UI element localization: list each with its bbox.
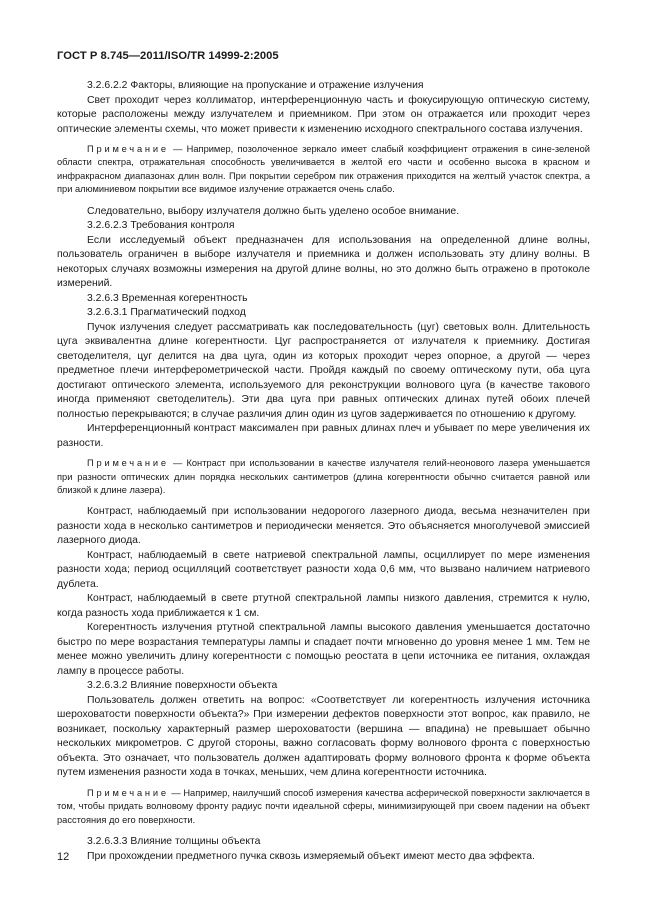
body-paragraph: Когерентность излучения ртутной спектральной лампы высокого давления уменьшается достаточно быстро по мере возрастания температуры лампы и спадает почти мгновенно до уровня менее 1 мм. Тем не менее можно увеличить длину когерентности с помощью реостата в цепи источника ее питания, охлаждая лампу в процессе работы.	[57, 622, 590, 677]
section-heading: 3.2.6.2.3 Требования контроля	[87, 220, 235, 232]
note-label: Примечание	[87, 458, 169, 469]
document-body	[57, 79, 590, 864]
body-paragraph: При прохождении предметного пучка сквозь измеряемый объект имеют место два эффекта.	[87, 850, 535, 862]
body-paragraph: Интерференционный контраст максимален при равных длинах плеч и убывает по мере увеличения их разности.	[57, 423, 590, 449]
note-text: — Например, наилучший способ измерения качества асферической поверхности заключается в том, чтобы придать волновому фронту радиус почти идеальной сферы, минимизирующей при своем падении на объект расстояния до его поверхности.	[57, 787, 590, 825]
document-header: ГОСТ Р 8.745—2011/ISO/TR 14999-2:2005	[57, 50, 279, 62]
page-number: 12	[57, 851, 70, 863]
note-label: Примечание	[87, 144, 169, 154]
body-paragraph: Контраст, наблюдаемый при использовании недорогого лазерного диода, весьма незначителен при разности хода в несколько сантиметров и периодически меняется. Это объясняется многолучевой эмиссией лазерного диода.	[57, 506, 590, 547]
section-heading: 3.2.6.3.2 Влияние поверхности объекта	[87, 680, 278, 692]
note-paragraph	[57, 787, 590, 827]
body-paragraph: Контраст, наблюдаемый в свете ртутной спектральной лампы низкого давления, стремится к нулю, когда разность хода приближается к 1 см.	[57, 593, 590, 619]
body-paragraph: Свет проходит через коллиматор, интерференционную часть и фокусирующую оптическую систему, которые расположены между излучателем и приемником. При этом он отражается или проходит через оптические элементы схемы, что может привести к изменению исходного спектрального состава излучения.	[57, 94, 590, 135]
body-paragraph: Пучок излучения следует рассматривать как последовательность (цуг) световых волн. Длительность цуга эквивалентна длине когерентности. Цуг распространяется от излучателя к приемнику. Достигая светоделителя, цуг делится на два цуга, один из которых проходит через опорное, а другой — через предметное плечи интерферометрической части. Пройдя каждый по своему оптическому пути, оба цуга достигают оптического элемента, используемого для реконструкции волнового цуга (в качестве такового иногда применяют светоделитель). Эти два цуга при равных оптических длинах путей обоих плечей полностью перекрываются; в случае различия длин один из цугов задерживается по отношению к другому.	[57, 321, 590, 420]
section-heading: 3.2.6.3 Временная когерентность	[87, 292, 248, 304]
section-heading: 3.2.6.2.2 Факторы, влияющие на пропускание и отражение излучения	[87, 80, 424, 91]
body-paragraph: Если исследуемый объект предназначен для использования на определенной длине волны, пользователь ограничен в выборе излучателя и приемника и должен использовать эту длину волны. В некоторых случаях возможны измерения на другой длине волны, но это должно быть отражено в протоколе измерений.	[57, 234, 590, 290]
note-paragraph	[57, 457, 590, 497]
body-paragraph: Пользователь должен ответить на вопрос: «Соответствует ли когерентность излучения источника шероховатости поверхности объекта?» При измерении дефектов поверхности этот вопрос, как правило, не возникает, поскольку характерный размер шероховатости (вершина — впадина) не превышает обычно нескольких микрометров. С другой стороны, важно согласовать форму волнового фронта с поверхностью объекта. Это означает, что пользователь должен адаптировать форму волнового фронта к форме объекта путем изменения разности хода в точках, меньших, чем длина когерентности источника.	[57, 694, 590, 779]
body-paragraph: Следовательно, выбору излучателя должно быть уделено особое внимание.	[87, 205, 460, 217]
note-text: — Контраст при использовании в качестве излучателя гелий-неонового лазера уменьшается при разности оптических длин порядка нескольких сантиметров (длина когерентности обычно считается равной или близкой к длине лазера).	[57, 458, 590, 495]
body-paragraph: Контраст, наблюдаемый в свете натриевой спектральной лампы, осциллирует по мере изменения разности хода; период осцилляций соответствует разности хода 0,6 мм, что вызвано наличием натриевого дублета.	[57, 549, 590, 590]
note-paragraph	[57, 143, 590, 197]
note-text: — Например, позолоченное зеркало имеет слабый коэффициент отражения в сине-зеленой области спектра, отражательная способность увеличивается в желтой его части и особенно высока в красном и инфракрасном диапазонах длин волн. При покрытии серебром пик отражения приходится на желтый участок спектра, а при алюминиевом покрытии все видимое излучение отражается очень слабо.	[57, 144, 590, 195]
section-heading: 3.2.6.3.3 Влияние толщины объекта	[87, 836, 261, 848]
section-heading: 3.2.6.3.1 Прагматический подход	[87, 307, 246, 319]
note-label: Примечание	[87, 787, 169, 798]
